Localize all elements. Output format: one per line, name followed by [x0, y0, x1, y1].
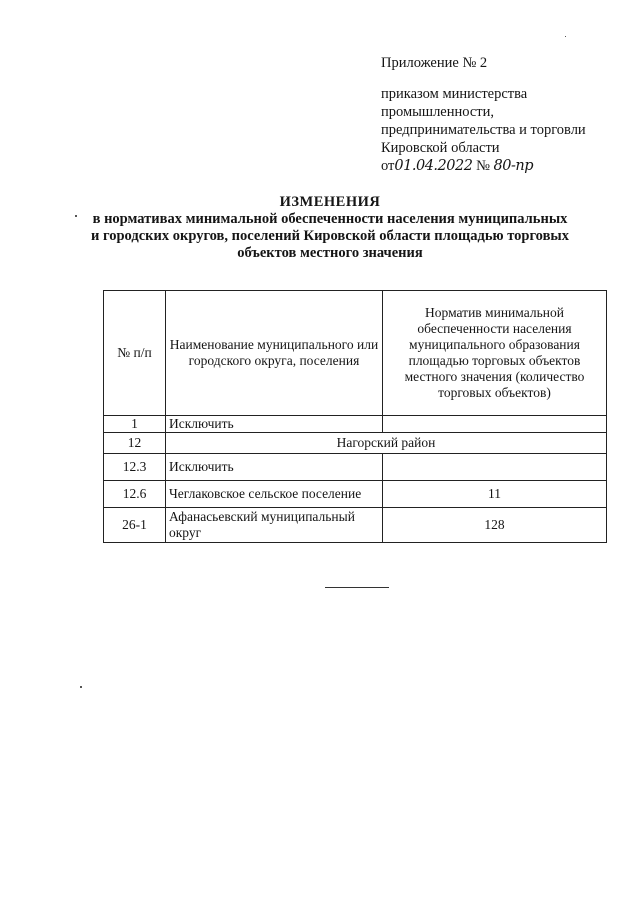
header-norm: Норматив минимальной обеспеченности населения муниципального образования площадью торговых объектов местного значения (количество торговых объектов): [383, 291, 607, 416]
heading-main: ИЗМЕНЕНИЯ: [279, 194, 381, 210]
table-row: [104, 454, 607, 481]
row-district: Нагорский район: [166, 433, 607, 454]
scan-speck: [565, 36, 566, 37]
appendix-title: Приложение № 2: [381, 55, 488, 71]
table-row: [104, 508, 607, 543]
heading-line-3: объектов местного значения: [237, 245, 423, 261]
table-row: [104, 416, 607, 433]
row-num: 1: [104, 416, 166, 433]
header-name: Наименование муниципального или городского округа, поселения: [166, 291, 383, 416]
scan-speck: [75, 215, 77, 217]
row-num: 26-1: [104, 508, 166, 543]
heading-line-2: и городских округов, поселений Кировской области площадью торговых: [91, 228, 569, 244]
norms-table: [103, 290, 607, 543]
row-value: 11: [383, 481, 607, 508]
number-prefix: №: [476, 158, 490, 174]
row-num: 12.6: [104, 481, 166, 508]
table-header-row: [104, 291, 607, 416]
row-name: Исключить: [166, 454, 383, 481]
order-date-line: [381, 157, 621, 175]
table-row: [104, 433, 607, 454]
appendix-block: [381, 54, 621, 175]
row-num: 12.3: [104, 454, 166, 481]
order-line-3: предпринимательства и торговли: [381, 122, 586, 138]
date-prefix: от: [381, 158, 395, 174]
row-name: Исключить: [166, 416, 383, 433]
order-line-2: промышленности,: [381, 104, 495, 120]
heading-line-1: в нормативах минимальной обеспеченности населения муниципальных: [92, 211, 568, 227]
header-num: № п/п: [104, 291, 166, 416]
row-value: 128: [383, 508, 607, 543]
row-name: Афанасьевский муниципальный округ: [166, 508, 383, 543]
order-line-4: Кировской области: [381, 140, 500, 156]
row-value: [383, 416, 607, 433]
table-row: [104, 481, 607, 508]
document-heading: [60, 194, 600, 262]
scan-speck: [80, 686, 82, 688]
order-line-1: приказом министерства: [381, 86, 528, 102]
row-num: 12: [104, 433, 166, 454]
row-name: Чеглаковское сельское поселение: [166, 481, 383, 508]
row-value: [383, 454, 607, 481]
handwritten-number: 80-пр: [493, 158, 534, 174]
closing-rule: [325, 587, 389, 588]
handwritten-date: 01.04.2022: [394, 158, 473, 174]
